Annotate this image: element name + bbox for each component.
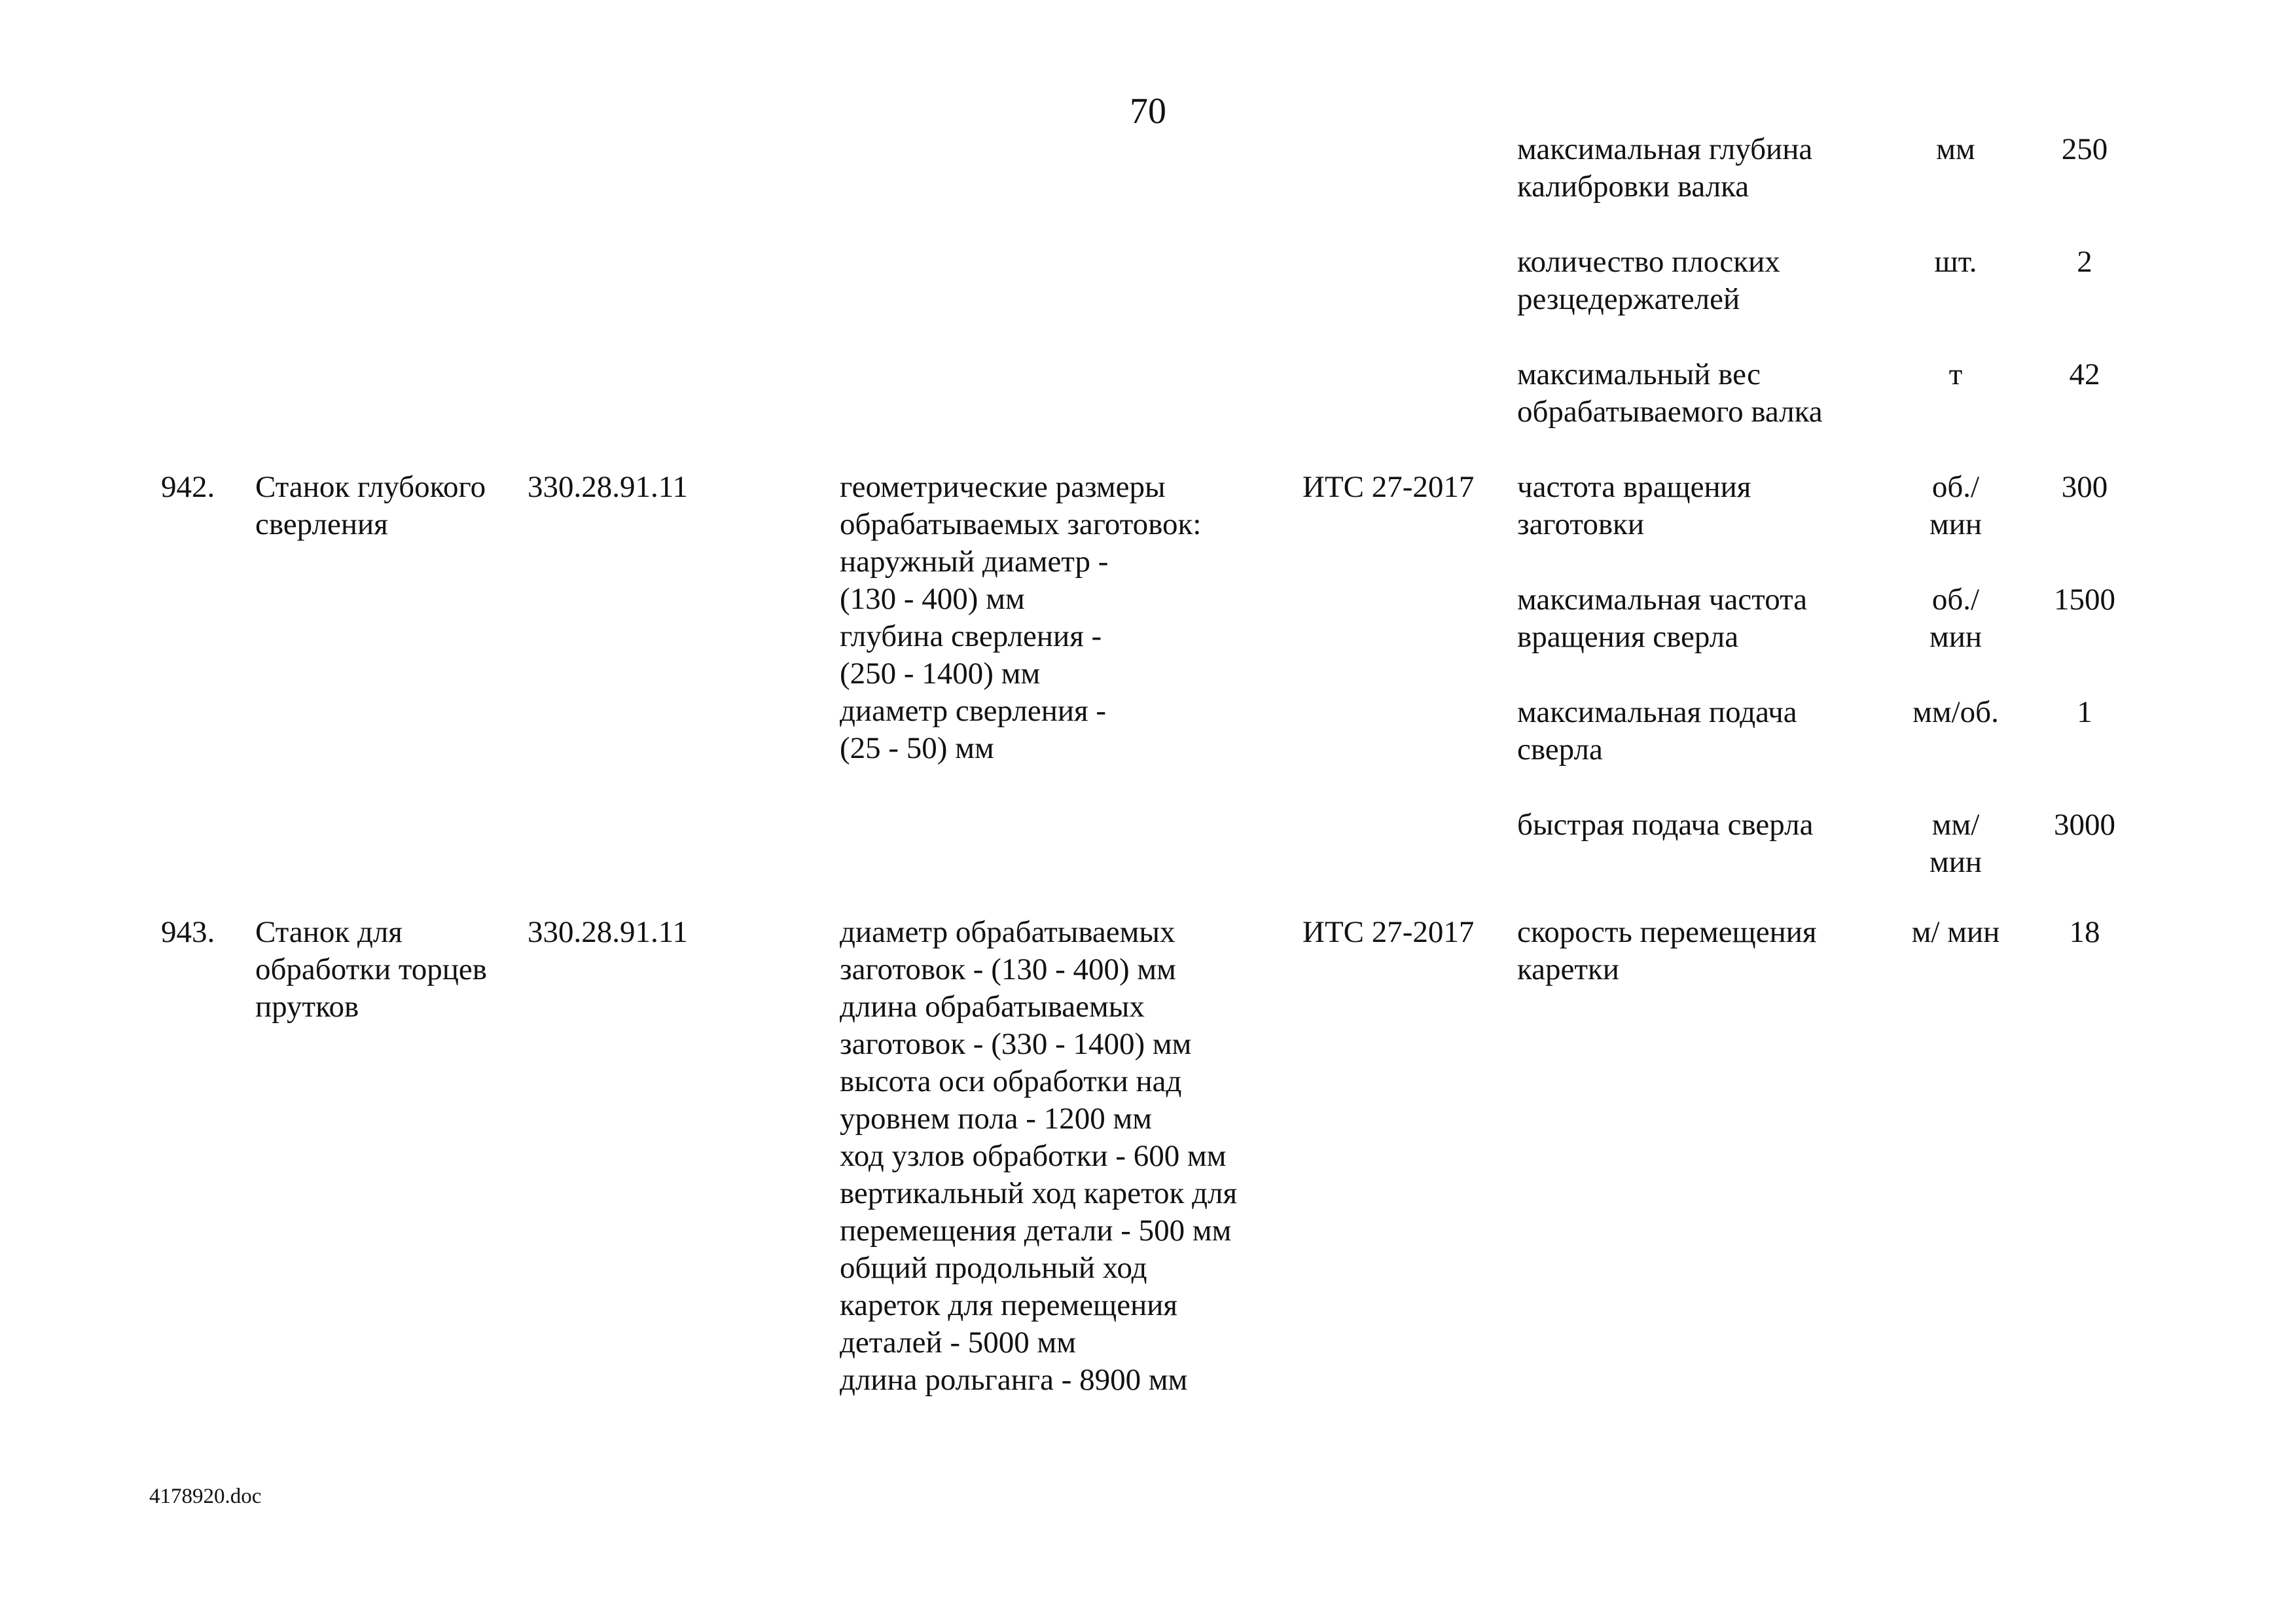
param-unit: т	[1948, 357, 1963, 391]
param-value: 2	[2077, 245, 2092, 279]
row-number: 943.	[161, 915, 215, 949]
param-label: частота вращения заготовки	[1517, 470, 1751, 541]
row-standard: ИТС 27-2017	[1302, 470, 1475, 504]
param-label: количество плоских резцедержателей	[1517, 245, 1780, 316]
document-filename: 4178920.doc	[149, 1485, 262, 1508]
param-value: 3000	[2054, 808, 2115, 842]
param-label: максимальная подача сверла	[1517, 695, 1797, 767]
row-name: Станок глубокого сверления	[255, 470, 486, 541]
param-value: 300	[2061, 470, 2108, 504]
param-label: быстрая подача сверла	[1517, 808, 1814, 842]
param-label: скорость перемещения каретки	[1517, 915, 1817, 986]
param-label: максимальный вес обрабатываемого валка	[1517, 357, 1823, 429]
param-unit: мм/ мин	[1929, 808, 1982, 879]
param-unit: мм	[1936, 132, 1975, 166]
param-value: 42	[2069, 357, 2100, 391]
param-value: 18	[2069, 915, 2100, 949]
param-unit: об./ мин	[1929, 470, 1982, 541]
param-unit: м/ мин	[1911, 915, 2000, 949]
param-value: 250	[2061, 132, 2108, 166]
row-description: диаметр обрабатываемых заготовок - (130 - 400) мм длина обрабатываемых заготовок - (330 - 1400) мм высота оси обработки над уровнем пола - 1200 мм ход узлов обработки - 600 мм вертикальный ход кареток для перемещения детали - 500 мм общий продольный ход кареток для перемещения деталей - 5000 мм длина рольганга - 8900 мм	[840, 915, 1238, 1397]
row-description: геометрические размеры обрабатываемых заготовок: наружный диаметр - (130 - 400) мм глубина сверления - (250 - 1400) мм диаметр сверления - (25 - 50) мм	[840, 470, 1202, 765]
row-code: 330.28.91.11	[528, 470, 689, 504]
page-number: 70	[1130, 91, 1166, 132]
param-unit: мм/об.	[1912, 695, 1999, 729]
row-code: 330.28.91.11	[528, 915, 689, 949]
row-name: Станок для обработки торцев прутков	[255, 915, 487, 1024]
param-label: максимальная частота вращения сверла	[1517, 583, 1808, 654]
param-label: максимальная глубина калибровки валка	[1517, 132, 1813, 204]
param-value: 1	[2077, 695, 2092, 729]
row-number: 942.	[161, 470, 215, 504]
param-unit: об./ мин	[1929, 583, 1982, 654]
param-unit: шт.	[1934, 245, 1977, 279]
param-value: 1500	[2054, 583, 2115, 617]
row-standard: ИТС 27-2017	[1302, 915, 1475, 949]
